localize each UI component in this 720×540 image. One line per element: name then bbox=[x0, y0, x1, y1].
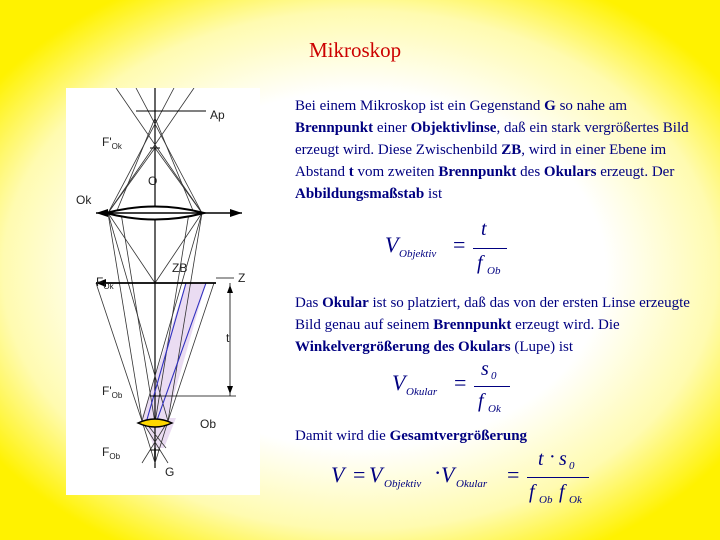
label-ok: Ok bbox=[76, 193, 92, 207]
label-f-ob: $F_{Ob}$ bbox=[102, 445, 121, 461]
paragraph-gesamt: Damit wird die Gesamtvergrößerung bbox=[295, 428, 528, 444]
label-f-ok-prime: $F'_{Ok}$ bbox=[102, 135, 122, 151]
formula-gesamt: V = V Objektiv · V Okular = t · s 0 f Ob f Ok bbox=[331, 448, 621, 514]
t-arrow-top bbox=[227, 285, 233, 293]
label-ap: Ap bbox=[210, 108, 225, 122]
beam-shading bbox=[140, 283, 206, 423]
label-f-ob-prime: $F'_{Ob}$ bbox=[102, 384, 123, 400]
label-z: Z bbox=[238, 271, 246, 285]
objective-lens bbox=[138, 419, 172, 427]
microscope-diagram-svg bbox=[66, 88, 260, 495]
label-o: O bbox=[148, 174, 158, 188]
label-ob: Ob bbox=[200, 417, 217, 431]
label-f-ok: $F_{Ok}$ bbox=[96, 275, 114, 291]
microscope-diagram bbox=[66, 88, 260, 495]
label-zb: ZB bbox=[172, 261, 188, 275]
t-arrow-bottom bbox=[227, 386, 233, 394]
label-t: t bbox=[226, 331, 230, 345]
label-g: G bbox=[165, 465, 175, 479]
page-title: Mikroskop bbox=[309, 38, 402, 62]
formula-v-okular: V Okular = s 0 f Ok bbox=[392, 358, 522, 420]
paragraph-okular: Das Okular ist so platziert, daß das von der ersten Linse erzeugte Bild genau auf seinem Brennpunkt erzeugt wird. Die Winkelvergrößerung des Okulars (Lupe) ist bbox=[295, 295, 690, 355]
formula-v-objektiv: V Objektiv = t f Ob bbox=[385, 226, 525, 282]
paragraph-objective: Bei einem Mikroskop ist ein Gegenstand G so nahe am Brennpunkt einer Objektivlinse, daß ein stark vergrößertes Bild erzeugt wird. Diese Zwischenbild ZB, wird in einer Ebene im Abstand t vom zweiten Brennpunkt des Okulars erzeugt. Der Abbildungsmaßstab ist bbox=[295, 98, 689, 202]
